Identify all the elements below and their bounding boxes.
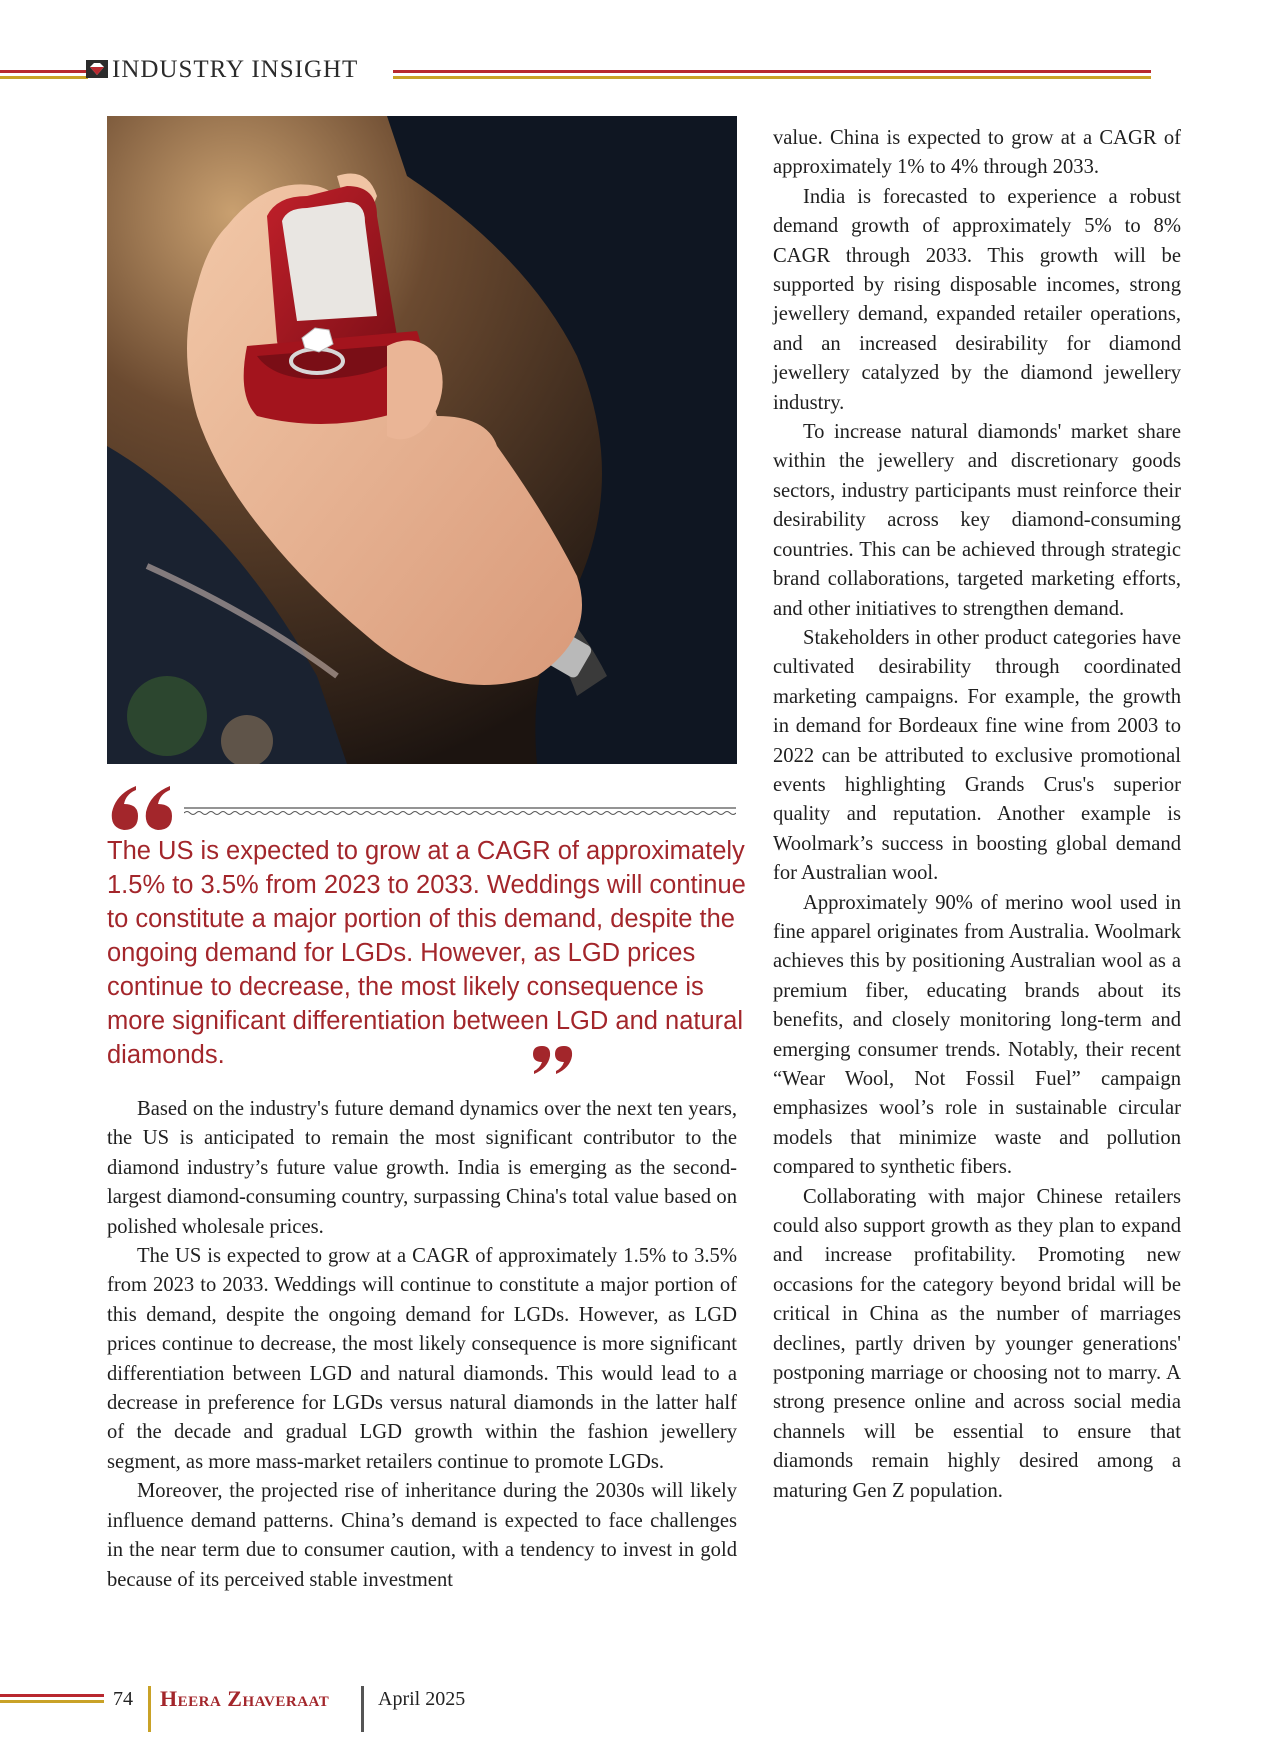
footer-divider [361, 1686, 364, 1732]
footer-rule-red [0, 1694, 104, 1697]
header-rule-red-left [0, 70, 88, 73]
body-paragraph-continued: value. China is expected to grow at a CAGR of approximately 1% to 4% through 2033. [773, 127, 1181, 179]
quote-divider [184, 803, 736, 813]
footer-divider [148, 1686, 151, 1732]
close-quote-icon [530, 1044, 574, 1078]
body-paragraph: India is forecasted to experience a robust demand growth of approximately 5% to 8% CAGR through 2033. This growth will be supported by rising disposable incomes, strong jewellery demand, expanded retailer operations, and an increased desirability for diamond jewellery catalyzed by the diamond jewellery industry. [773, 185, 1181, 414]
header-rule-red-right [393, 70, 1151, 73]
body-paragraph: The US is expected to grow at a CAGR of approximately 1.5% to 3.5% from 2023 to 2033. Weddings will continue to constitute a major portion of this demand, despite the ongoing demand for LGDs. However, as LGD prices continue to decrease, the most likely consequence is more significant differentiation between LGD and natural diamonds. This would lead to a decrease in preference for LGDs versus natural diamonds in the latter half of the decade and gradual LGD growth within the fashion jewellery segment, as more mass-market retailers continue to promote LGDs. [107, 1245, 737, 1473]
open-quote-icon [106, 782, 176, 832]
ring-box-photo-icon [107, 116, 737, 764]
section-title: INDUSTRY INSIGHT [112, 56, 359, 83]
magazine-name: Heera Zhaveraat [160, 1686, 330, 1711]
body-paragraph: To increase natural diamonds' market share within the jewellery and discretionary goods sectors, industry participants must reinforce their desirability across key diamond-consuming countries. This can be achieved through strategic brand collaborations, targeted marketing efforts, and other initiatives to strengthen demand. [773, 421, 1181, 620]
body-paragraph: Approximately 90% of merino wool used in fine apparel originates from Australia. Woolmark achieves this by positioning Australian wool as a premium fiber, educating brands about its benefits, and closely monitoring long-term and emerging consumer trends. Notably, their recent “Wear Wool, Not Fossil Fuel” campaign emphasizes wool’s role in sustainable circular models that minimize waste and pollution compared to synthetic fibers. [773, 891, 1181, 1179]
right-column [773, 124, 1181, 1506]
footer-rule-gold [0, 1700, 104, 1703]
body-paragraph: Collaborating with major Chinese retailers could also support growth as they plan to expand and increase profitability. Promoting new occasions for the category beyond bridal will be critical in China as the number of marriages declines, partly driven by younger generations' postponing marriage or choosing not to marry. A strong presence online and across social media channels will be essential to ensure that diamonds remain highly desired among a maturing Gen Z population. [773, 1185, 1181, 1502]
issue-date: April 2025 [378, 1688, 466, 1710]
header-rule-gold-left [0, 76, 88, 79]
left-column [107, 1095, 737, 1595]
body-paragraph: Moreover, the projected rise of inheritance during the 2030s will likely influence demand patterns. China’s demand is expected to face challenges in the near term due to consumer caution, with a tendency to invest in gold because of its perceived stable investment [107, 1480, 737, 1591]
page-number: 74 [113, 1688, 133, 1710]
body-paragraph: Based on the industry's future demand dynamics over the next ten years, the US is anticipated to remain the most significant contributor to the diamond industry’s future value growth. India is emerging as the second-largest diamond-consuming country, surpassing China's total value based on polished wholesale prices. [107, 1098, 737, 1238]
pull-quote: The US is expected to grow at a CAGR of approximately 1.5% to 3.5% from 2023 to 2033. Weddings will continue to constitute a major portion of this demand, despite the ongoing demand for LGDs. However, as LGD prices continue to decrease, the most likely consequence is more significant differentiation between LGD and natural diamonds. [107, 837, 746, 1069]
body-paragraph: Stakeholders in other product categories have cultivated desirability through coordinated marketing campaigns. For example, the growth in demand for Bordeaux fine wine from 2003 to 2022 can be attributed to exclusive promotional events highlighting Grands Crus's superior quality and reputation. Another example is Woolmark’s success in boosting global demand for Australian wool. [773, 626, 1181, 885]
diamond-logo-icon [86, 60, 108, 78]
header-rule-gold-right [393, 76, 1151, 79]
